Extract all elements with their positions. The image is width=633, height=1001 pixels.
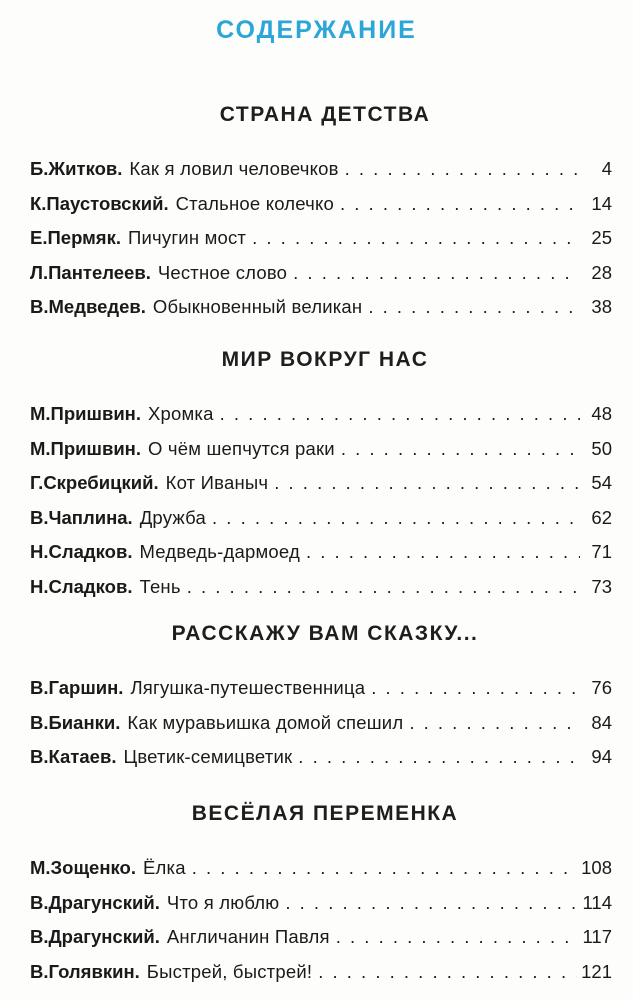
entry-page: 28: [591, 261, 612, 283]
toc-entry[interactable]: [30, 472, 612, 507]
entry-story: Как я ловил человечков: [129, 158, 339, 179]
dot-leader: [340, 193, 580, 215]
entry-page: 4: [601, 158, 612, 179]
section-heading: МИР ВОКРУГ НАС: [221, 348, 429, 371]
entry-author: В.Бианки.: [30, 711, 121, 733]
entry-list: [30, 857, 612, 995]
section-rasskazhu-vam-skazku: [30, 620, 612, 781]
entry-page: 114: [582, 891, 612, 913]
entry-story: Англичанин Павля: [166, 926, 330, 947]
entry-story: Как муравьишка домой спешил: [127, 711, 404, 733]
dot-leader: [298, 746, 580, 768]
toc-entry[interactable]: [30, 403, 612, 438]
entry-author: Н.Сладков.: [30, 541, 133, 562]
dot-leader: [285, 892, 578, 914]
section-strana-detstva: [30, 101, 612, 331]
section-heading: ВЕСЁЛАЯ ПЕРЕМЕНКА: [191, 802, 459, 825]
entry-story: Что я люблю: [166, 891, 280, 913]
toc-entry[interactable]: [30, 296, 612, 331]
toc-entry[interactable]: [30, 677, 612, 712]
entry-story: Пичугин мост: [128, 227, 247, 248]
entry-page: 76: [591, 677, 612, 698]
entry-page: 108: [581, 857, 612, 878]
entry-list: [30, 677, 612, 781]
entry-page: 71: [591, 541, 612, 562]
entry-story: Стальное колечко: [175, 192, 334, 214]
entry-page: 117: [582, 926, 612, 947]
entry-story: Медведь-дармоед: [139, 541, 300, 562]
dot-leader: [212, 507, 580, 529]
toc-entry[interactable]: [30, 507, 612, 542]
dot-leader: [318, 961, 577, 983]
dot-leader: [252, 227, 580, 249]
dot-leader: [368, 296, 580, 318]
entry-page: 25: [591, 227, 612, 248]
entry-author: В.Драгунский.: [30, 891, 160, 913]
entry-story: Цветик-семицветик: [123, 746, 293, 767]
entry-story: Ёлка: [142, 857, 186, 878]
entry-author: Е.Пермяк.: [30, 227, 122, 248]
dot-leader: [336, 926, 579, 948]
dot-leader: [306, 541, 580, 563]
toc-entry[interactable]: [30, 262, 612, 297]
entry-page: 121: [581, 960, 612, 982]
entry-author: В.Чаплина.: [30, 506, 133, 528]
entry-page: 73: [591, 575, 612, 597]
entry-story: Дружба: [139, 506, 207, 528]
toc-entry[interactable]: [30, 857, 612, 892]
entry-list: [30, 158, 612, 331]
entry-author: К.Паустовский.: [30, 192, 169, 214]
toc-entry[interactable]: [30, 541, 612, 576]
entry-page: 54: [591, 472, 612, 493]
toc-entry[interactable]: [30, 158, 612, 193]
dot-leader: [345, 158, 580, 180]
entry-story: Быстрей, быстрей!: [146, 960, 313, 982]
toc-entry[interactable]: [30, 926, 612, 961]
entry-story: Честное слово: [157, 261, 288, 283]
dot-leader: [341, 438, 580, 460]
toc-entry[interactable]: [30, 576, 612, 611]
entry-list: [30, 403, 612, 610]
entry-page: 50: [591, 437, 612, 459]
entry-author: М.Пришвин.: [30, 437, 141, 459]
entry-story: Лягушка-путешественница: [130, 677, 366, 698]
section-heading: РАССКАЖУ ВАМ СКАЗКУ...: [171, 622, 479, 645]
entry-story: Тень: [139, 575, 181, 597]
entry-author: В.Драгунский.: [30, 926, 160, 947]
toc-entry[interactable]: [30, 746, 612, 781]
section-heading: СТРАНА ДЕТСТВА: [219, 103, 431, 126]
entry-page: 94: [591, 746, 612, 767]
dot-leader: [220, 403, 580, 425]
entry-page: 14: [591, 192, 612, 214]
entry-author: Г.Скребицкий.: [30, 472, 159, 493]
entry-page: 48: [591, 403, 612, 424]
entry-author: В.Гаршин.: [30, 677, 124, 698]
toc-entry[interactable]: [30, 193, 612, 228]
entry-author: Л.Пантелеев.: [30, 261, 151, 283]
entry-author: М.Пришвин.: [30, 403, 141, 424]
entry-author: Б.Житков.: [30, 158, 123, 179]
dot-leader: [293, 262, 580, 284]
entry-story: Кот Иваныч: [165, 472, 269, 493]
toc-entry[interactable]: [30, 438, 612, 473]
dot-leader: [274, 472, 580, 494]
entry-page: 84: [591, 711, 612, 733]
entry-author: В.Медведев.: [30, 296, 146, 317]
page-title: СОДЕРЖАНИЕ: [216, 16, 417, 44]
entry-page: 38: [591, 296, 612, 317]
entry-story: Хромка: [148, 403, 214, 424]
entry-author: Н.Сладков.: [30, 575, 133, 597]
entry-page: 62: [591, 506, 612, 528]
entry-story: О чём шепчутся раки: [148, 437, 335, 459]
section-mir-vokrug-nas: [30, 346, 612, 610]
dot-leader: [187, 576, 580, 598]
dot-leader: [192, 857, 577, 879]
toc-entry[interactable]: [30, 892, 612, 927]
entry-story: Обыкновенный великан: [152, 296, 363, 317]
entry-author: М.Зощенко.: [30, 857, 136, 878]
entry-author: В.Голявкин.: [30, 960, 140, 982]
dot-leader: [409, 712, 580, 734]
section-veselaya-peremenka: [30, 800, 612, 995]
toc-entry[interactable]: [30, 712, 612, 747]
toc-entry[interactable]: [30, 227, 612, 262]
entry-author: В.Катаев.: [30, 746, 117, 767]
toc-entry[interactable]: [30, 961, 612, 996]
dot-leader: [371, 677, 580, 699]
